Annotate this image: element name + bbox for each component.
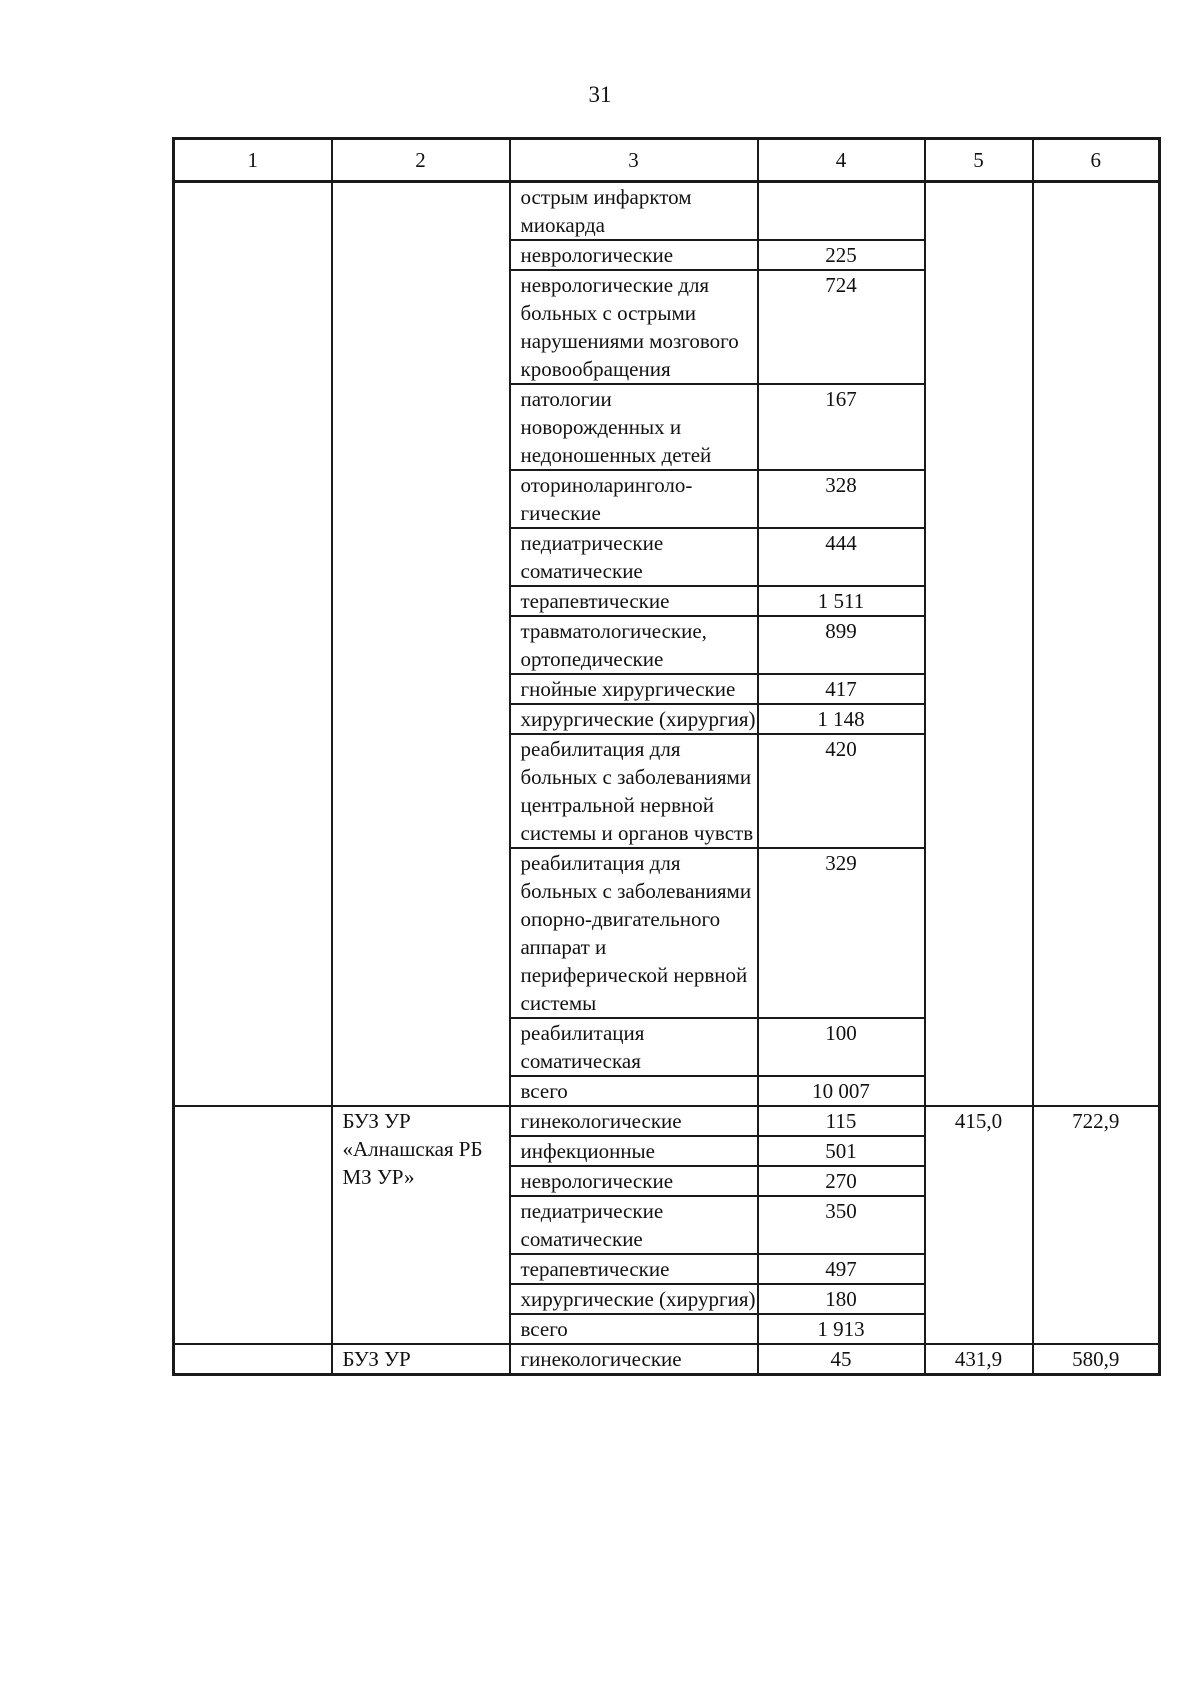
table-row xyxy=(174,1344,1160,1375)
cell-value: 100 xyxy=(758,1018,925,1076)
cell-profile: хирургические (хирургия) xyxy=(510,1284,758,1314)
cell-value: 420 xyxy=(758,734,925,848)
cell-profile: педиатрические соматические xyxy=(510,1196,758,1254)
cell-value: 1 148 xyxy=(758,704,925,734)
cell-profile: хирургические (хирургия) xyxy=(510,704,758,734)
cell-profile: педиатрические соматические xyxy=(510,528,758,586)
cell-profile: гинекологические xyxy=(510,1344,758,1375)
cell-value: 501 xyxy=(758,1136,925,1166)
cell-profile: реабилитация для больных с заболеваниями опорно-двигательного аппарат и периферической нервной системы xyxy=(510,848,758,1018)
cell-number xyxy=(174,1106,332,1344)
cell-value: 270 xyxy=(758,1166,925,1196)
cell-profile: терапевтические xyxy=(510,586,758,616)
cell-organization: БУЗ УР «Алнашская РБ МЗ УР» xyxy=(332,1106,510,1344)
cell-col5: 415,0 xyxy=(925,1106,1033,1344)
cell-value: 417 xyxy=(758,674,925,704)
cell-value: 10 007 xyxy=(758,1076,925,1106)
header-row xyxy=(174,139,1160,182)
cell-col5 xyxy=(925,182,1033,1107)
page-number: 31 xyxy=(588,82,612,107)
cell-value: 350 xyxy=(758,1196,925,1254)
cell-organization: БУЗ УР xyxy=(332,1344,510,1375)
cell-profile: острым инфарктом миокарда xyxy=(510,182,758,241)
cell-value: 329 xyxy=(758,848,925,1018)
cell-value: 115 xyxy=(758,1106,925,1136)
cell-value: 899 xyxy=(758,616,925,674)
cell-profile: неврологические xyxy=(510,240,758,270)
cell-profile: травматологические, ортопедические xyxy=(510,616,758,674)
cell-profile: неврологические для больных с острыми нарушениями мозгового кровообращения xyxy=(510,270,758,384)
cell-col6: 580,9 xyxy=(1033,1344,1160,1375)
table-row xyxy=(174,1106,1160,1136)
cell-profile: гнойные хирургические xyxy=(510,674,758,704)
table-body xyxy=(174,182,1160,1375)
cell-profile: инфекционные xyxy=(510,1136,758,1166)
cell-value: 1 913 xyxy=(758,1314,925,1344)
cell-profile: реабилитация для больных с заболеваниями центральной нервной системы и органов чувств xyxy=(510,734,758,848)
col-header-4: 4 xyxy=(758,139,925,182)
cell-number xyxy=(174,182,332,1107)
cell-profile: неврологические xyxy=(510,1166,758,1196)
cell-profile: всего xyxy=(510,1314,758,1344)
cell-value xyxy=(758,182,925,241)
cell-col6: 722,9 xyxy=(1033,1106,1160,1344)
cell-value: 180 xyxy=(758,1284,925,1314)
cell-value: 167 xyxy=(758,384,925,470)
cell-value: 225 xyxy=(758,240,925,270)
cell-profile: гинекологические xyxy=(510,1106,758,1136)
col-header-1: 1 xyxy=(174,139,332,182)
cell-col5: 431,9 xyxy=(925,1344,1033,1375)
cell-profile: оториноларинголо-гические xyxy=(510,470,758,528)
cell-value: 328 xyxy=(758,470,925,528)
col-header-5: 5 xyxy=(925,139,1033,182)
cell-profile: патологии новорожденных и недоношенных детей xyxy=(510,384,758,470)
services-table xyxy=(172,137,1161,1376)
col-header-2: 2 xyxy=(332,139,510,182)
cell-number xyxy=(174,1344,332,1375)
col-header-3: 3 xyxy=(510,139,758,182)
cell-organization xyxy=(332,182,510,1107)
cell-profile: реабилитация соматическая xyxy=(510,1018,758,1076)
cell-value: 1 511 xyxy=(758,586,925,616)
cell-value: 45 xyxy=(758,1344,925,1375)
table-row xyxy=(174,182,1160,241)
cell-value: 497 xyxy=(758,1254,925,1284)
col-header-6: 6 xyxy=(1033,139,1160,182)
cell-profile: терапевтические xyxy=(510,1254,758,1284)
cell-value: 724 xyxy=(758,270,925,384)
cell-profile: всего xyxy=(510,1076,758,1106)
cell-col6 xyxy=(1033,182,1160,1107)
cell-value: 444 xyxy=(758,528,925,586)
